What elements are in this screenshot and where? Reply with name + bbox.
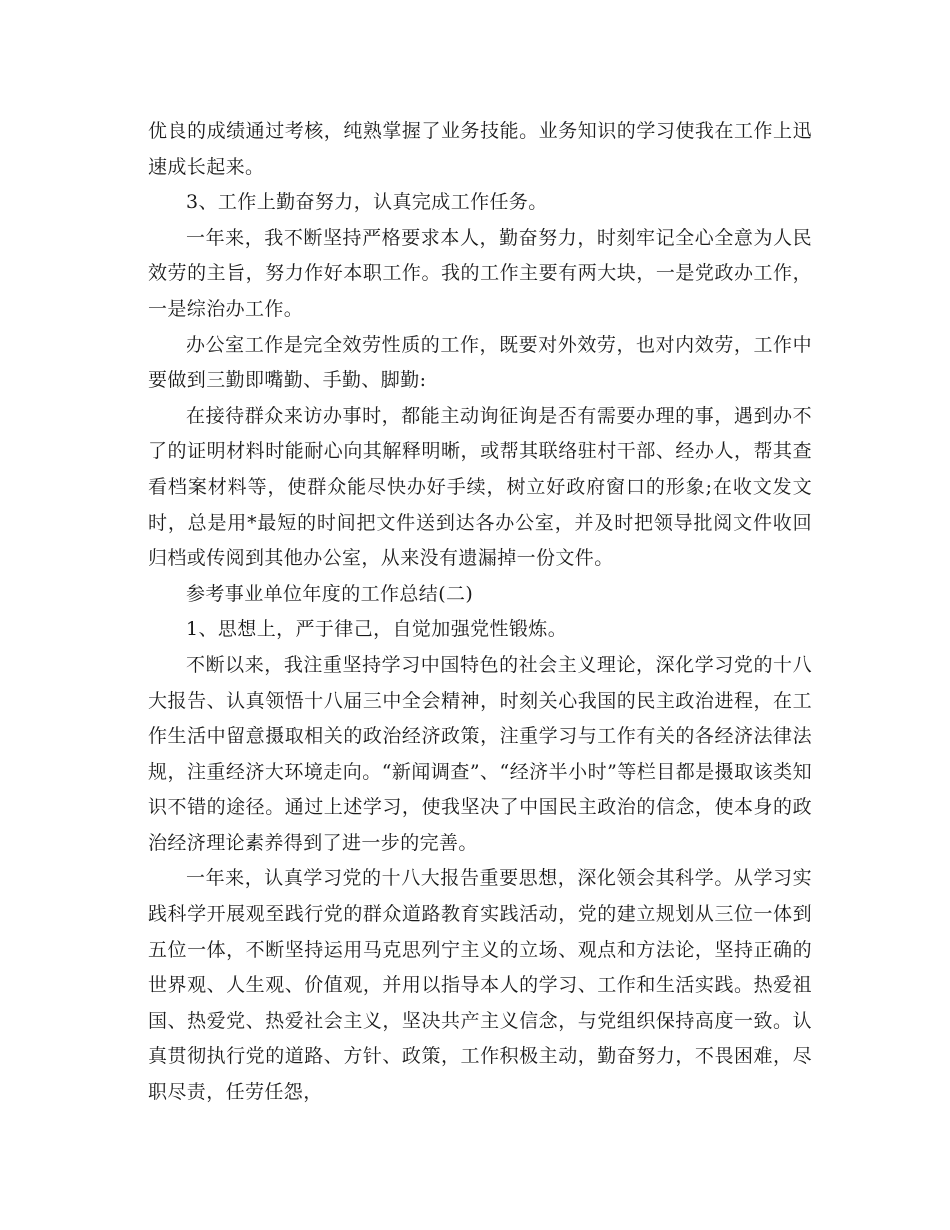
paragraph-2: 3、工作上勤奋努力，认真完成工作任务。	[186, 191, 548, 214]
paragraph-5: 在接待群众来访办事时，都能主动询征询是否有需要办理的事，遇到办不了的证明材料时能耐心向其解释明晰，或帮其联络驻村干部、经办人，帮其查看档案材料等，使群众能尽快办好手续，树立好政府窗口的形象;在收文发文时，总是用*最短的时间把文件送到达各办公室，并及时把领导批阅文件收回归档或传阅到其他办公室，从来没有遗漏掉一份文件。	[148, 404, 812, 570]
paragraph-8: 不断以来，我注重坚持学习中国特色的社会主义理论，深化学习党的十八大报告、认真领悟十八届三中全会精神，时刻关心我国的民主政治进程，在工作生活中留意摄取相关的政治经济政策，注重学习与工作有关的各经济法律法规，注重经济大环境走向。“新闻调查”、“经济半小时”等栏目都是摄取该类知识不错的途径。通过上述学习，使我坚决了中国民主政治的信念，使本身的政治经济理论素养得到了进一步的完善。	[148, 653, 812, 854]
paragraph-4: 办公室工作是完全效劳性质的工作，既要对外效劳，也对内效劳，工作中要做到三勤即嘴勤、手勤、脚勤:	[148, 333, 812, 392]
section-heading: 参考事业单位年度的工作总结(二)	[186, 582, 474, 605]
paragraph-3: 一年来，我不断坚持严格要求本人，勤奋努力，时刻牢记全心全意为人民效劳的主旨，努力作好本职工作。我的工作主要有两大块，一是党政办工作，一是综治办工作。	[148, 226, 812, 320]
paragraph-9: 一年来，认真学习党的十八大报告重要思想，深化领会其科学。从学习实践科学开展观至践行党的群众道路教育实践活动，党的建立规划从三位一体到五位一体，不断坚持运用马克思列宁主义的立场、观点和方法论，坚持正确的世界观、人生观、价值观，并用以指导本人的学习、工作和生活实践。热爱祖国、热爱党、热爱社会主义，坚决共产主义信念，与党组织保持高度一致。认真贯彻执行党的道路、方针、政策，工作积极主动，勤奋努力，不畏困难，尽职尽责，任劳任怨，	[148, 867, 812, 1104]
paragraph-1: 优良的成绩通过考核，纯熟掌握了业务技能。业务知识的学习使我在工作上迅速成长起来。	[148, 120, 812, 178]
paragraph-7: 1、思想上，严于律己，自觉加强党性锻炼。	[186, 618, 568, 641]
document-body	[148, 114, 812, 1111]
